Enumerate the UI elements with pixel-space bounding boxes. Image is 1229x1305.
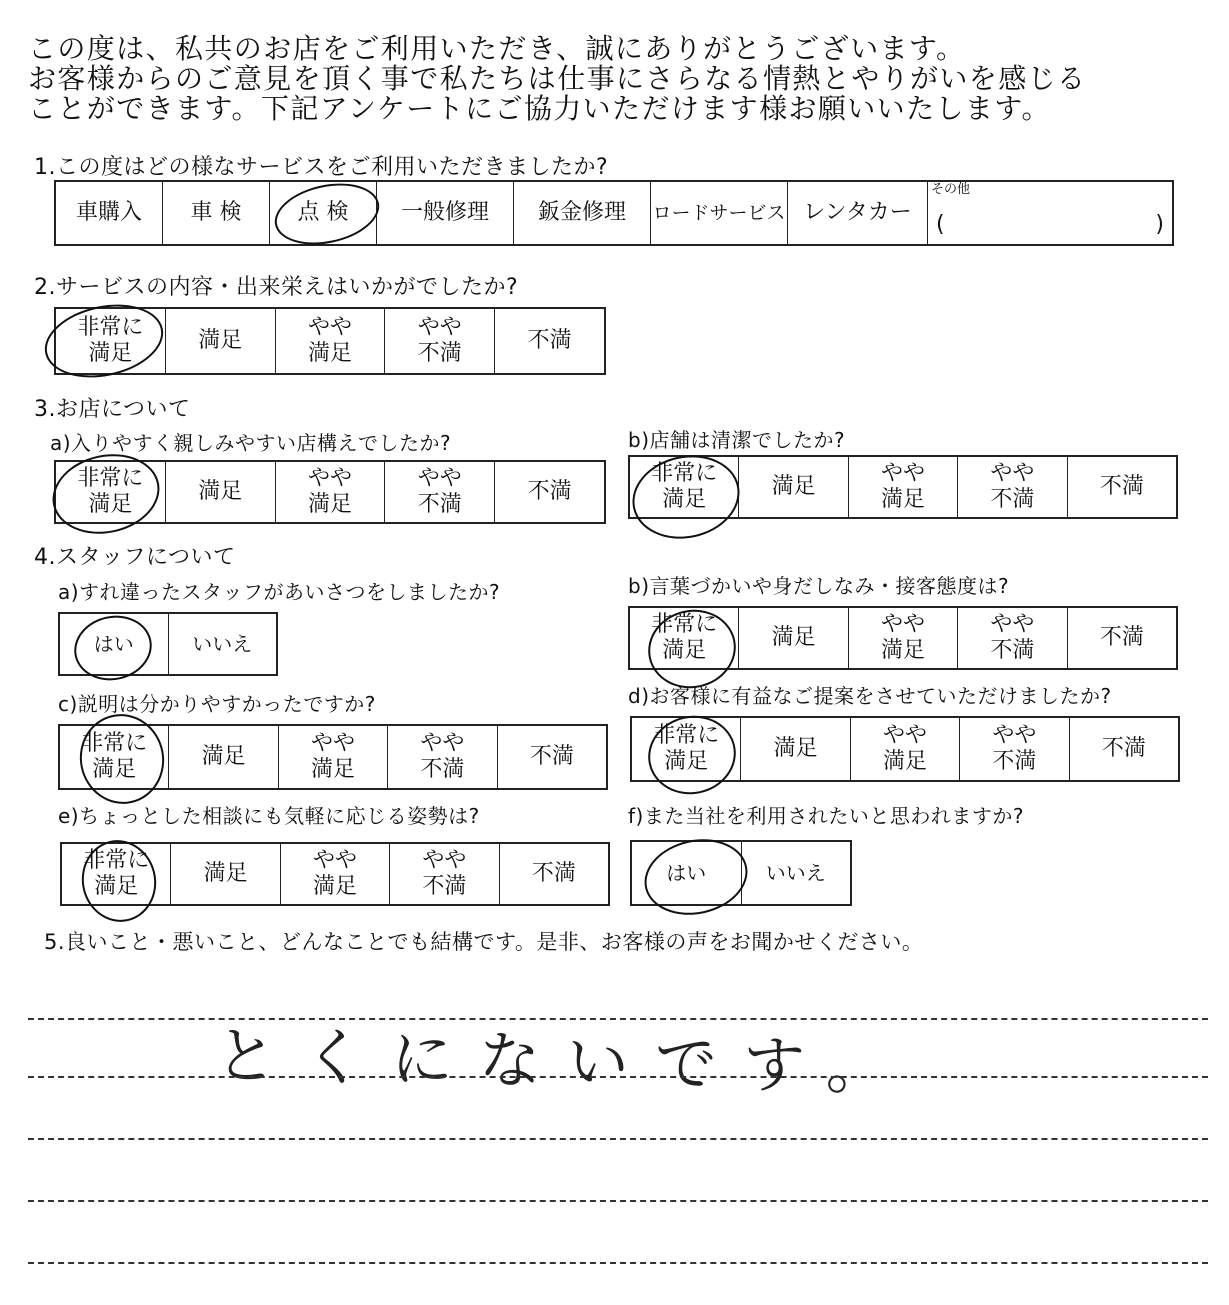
q4d-label: d)お客様に有益なご提案をさせていただけましたか? [628,684,1112,708]
q1-option[interactable]: 車 検 [163,182,270,244]
q4b-option[interactable]: やや 満足 [849,608,958,668]
other-label: その他 [931,182,971,197]
q5-title: 5.良いこと・悪いこと、どんなことでも結構です。是非、お客様の声をお聞かせください。 [44,930,924,954]
q4a-option[interactable]: はい [60,614,169,674]
q3b-option[interactable]: 非常に 満足 [630,457,739,517]
q5-answer: とくにないです。 [214,1018,915,1105]
q1-option[interactable]: 点 検 [270,182,377,244]
q4f-option[interactable]: はい [632,842,742,904]
q1-title: 1.この度はどの様なサービスをご利用いただきましたか? [34,155,609,180]
q3b-option[interactable]: やや 不満 [958,457,1067,517]
q2-option[interactable]: 非常に 満足 [56,309,166,373]
q4d-options-grid [630,716,1180,782]
q4c-label: c)説明は分かりやすかったですか? [58,692,376,716]
q3b-option[interactable]: やや 満足 [849,457,958,517]
q4d-option[interactable]: 満足 [741,718,850,780]
q1-option-other[interactable] [928,182,1172,244]
q4c-option[interactable]: やや 不満 [388,726,497,788]
q4b-option[interactable]: 非常に 満足 [630,608,739,668]
intro-text [28,34,1218,124]
q1-option[interactable]: 鈑金修理 [514,182,651,244]
q4a-label: a)すれ違ったスタッフがあいさつをしましたか? [58,580,501,604]
q3-title: 3.お店について [34,397,191,422]
q4b-options-grid [628,606,1178,670]
q1-options-grid [54,180,1174,246]
q4e-options-grid [60,842,610,906]
q2-options-grid [54,307,606,375]
q4c-option[interactable]: 満足 [169,726,278,788]
q4c-option[interactable]: 不満 [529,744,574,769]
other-close-paren: ) [1155,212,1164,237]
q1-option[interactable]: 一般修理 [377,182,514,244]
q4b-option[interactable]: 満足 [739,608,848,668]
q2-option[interactable]: 不満 [527,328,572,353]
q4c-options-grid [58,724,608,790]
q2-title: 2.サービスの内容・出来栄えはいかがでしたか? [34,275,519,300]
q4e-option[interactable]: 満足 [171,844,280,904]
q3a-option[interactable]: やや 不満 [385,462,495,522]
q4d-option[interactable]: やや 満足 [851,718,960,780]
other-open-paren: ( [936,212,945,237]
q3b-label: b)店舗は清潔でしたか? [628,428,846,452]
answer-line [28,1200,1208,1202]
q4e-option[interactable]: 非常に 満足 [62,844,171,904]
intro-line-3: ことができます。下記アンケートにご協力いただけます様お願いいたします。 [28,92,1051,125]
q3b-options-grid [628,455,1178,519]
q1-option[interactable]: レンタカー [788,182,928,244]
q3b-option[interactable]: 満足 [739,457,848,517]
q4b-option[interactable]: 不満 [1099,625,1144,650]
q4c-option[interactable]: やや 満足 [279,726,388,788]
q2-option[interactable]: やや 満足 [276,309,386,373]
q4d-option[interactable]: 非常に 満足 [632,718,741,780]
q4e-option[interactable]: やや 不満 [390,844,499,904]
q2-option[interactable]: やや 不満 [385,309,495,373]
q4a-option[interactable]: いいえ [192,632,253,656]
q3a-option[interactable]: 満足 [166,462,276,522]
q4a-options-grid [58,612,278,676]
q3a-option[interactable]: 非常に 満足 [56,462,166,522]
intro-line-2: お客様からのご意見を頂く事で私たちは仕事にさらなる情熱とやりがいを感じる [28,62,1087,95]
q2-option[interactable]: 満足 [166,309,276,373]
answer-line [28,1262,1208,1264]
intro-line-1: この度は、私共のお店をご利用いただき、誠にありがとうございます。 [28,32,966,65]
q4-title: 4.スタッフについて [34,545,236,570]
q4e-option[interactable]: 不満 [531,861,576,886]
q4d-option[interactable]: やや 不満 [960,718,1069,780]
q3a-label: a)入りやすく親しみやすい店構えでしたか? [50,431,452,455]
q3a-option[interactable]: やや 満足 [276,462,386,522]
q4e-option[interactable]: やや 満足 [281,844,390,904]
q4d-option[interactable]: 不満 [1101,736,1146,761]
q3a-option[interactable]: 不満 [527,479,572,504]
q3b-option[interactable]: 不満 [1099,474,1144,499]
q4c-option[interactable]: 非常に 満足 [60,726,169,788]
q4b-label: b)言葉づかいや身だしなみ・接客態度は? [628,574,1010,598]
q4e-label: e)ちょっとした相談にも気軽に応じる姿勢は? [58,804,480,828]
q1-option[interactable]: ロードサービス [651,182,788,244]
q4b-option[interactable]: やや 不満 [958,608,1067,668]
answer-line [28,1138,1208,1140]
q3a-options-grid [54,460,606,524]
q1-option[interactable]: 車購入 [56,182,163,244]
answer-line [28,1076,1208,1078]
q4f-option[interactable]: いいえ [765,861,826,885]
q4f-options-grid [630,840,852,906]
q4f-label: f)また当社を利用されたいと思われますか? [628,804,1024,828]
